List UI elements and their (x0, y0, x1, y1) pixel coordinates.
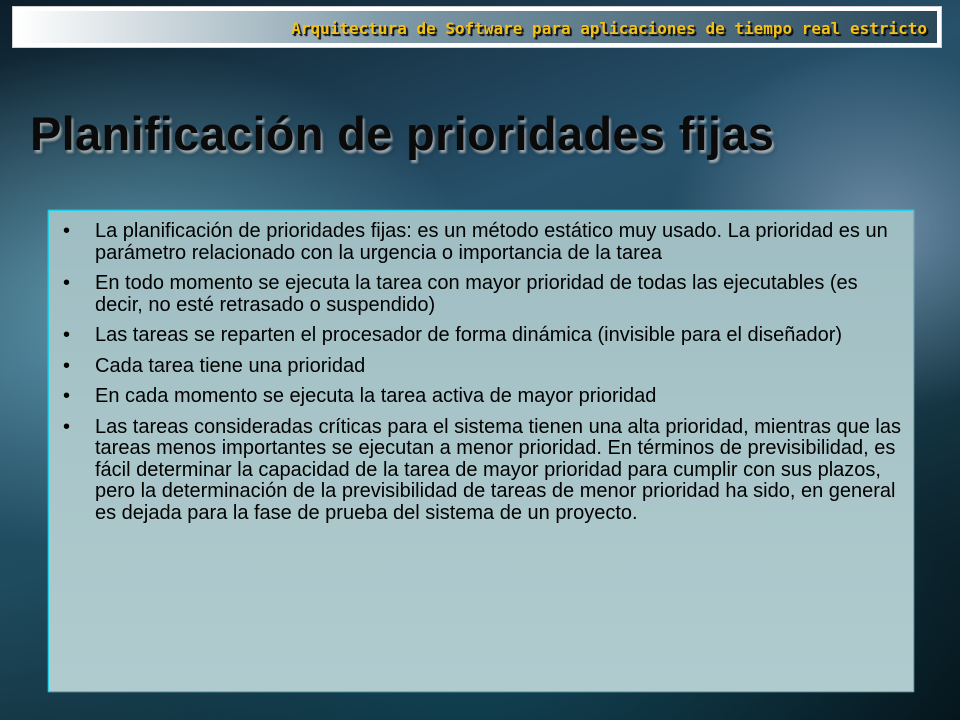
header-gradient (17, 11, 937, 43)
bullet-text: En cada momento se ejecuta la tarea activa de mayor prioridad (95, 385, 657, 407)
list-item (59, 417, 903, 525)
bullet-list (59, 221, 903, 533)
bullet-text: Las tareas se reparten el procesador de forma dinámica (invisible para el diseñador) (95, 324, 843, 346)
bullet-dot: • (63, 415, 71, 438)
slide-title: Planificación de prioridades fijas (30, 107, 775, 160)
bullet-text: Cada tarea tiene una prioridad (95, 354, 366, 377)
bullet-dot: • (63, 220, 71, 242)
bullet-dot: • (63, 354, 71, 377)
bullet-dot: • (63, 385, 71, 407)
list-item (59, 273, 903, 316)
list-item (59, 386, 903, 408)
course-title: Arquitectura de Software para aplicaciones de tiempo real estricto (291, 19, 927, 38)
bullet-dot: • (63, 324, 71, 346)
content-box (48, 210, 914, 692)
bullet-text: La planificación de prioridades fijas: es un método estático muy usado. La prioridad es un parámetro relacionado con la urgencia o importancia de la tarea (95, 220, 888, 264)
bullet-text: Las tareas consideradas críticas para el sistema tienen una alta prioridad, mientras que las tareas menos importantes se ejecutan a menor prioridad. En términos de previsibilidad, es fácil determinar la capacidad de la tarea de mayor prioridad para cumplir con sus plazos, pero la determinación de la previsibilidad de tareas de menor prioridad ha sido, en general es dejada para la fase de prueba del sistema de un proyecto. (95, 415, 901, 524)
list-item (59, 325, 903, 347)
bullet-text: En todo momento se ejecuta la tarea con mayor prioridad de todas las ejecutables (es decir, no esté retrasado o suspendido) (95, 272, 858, 316)
bullet-dot: • (63, 272, 71, 294)
header-banner (12, 6, 942, 48)
list-item (59, 356, 903, 378)
list-item (59, 221, 903, 264)
